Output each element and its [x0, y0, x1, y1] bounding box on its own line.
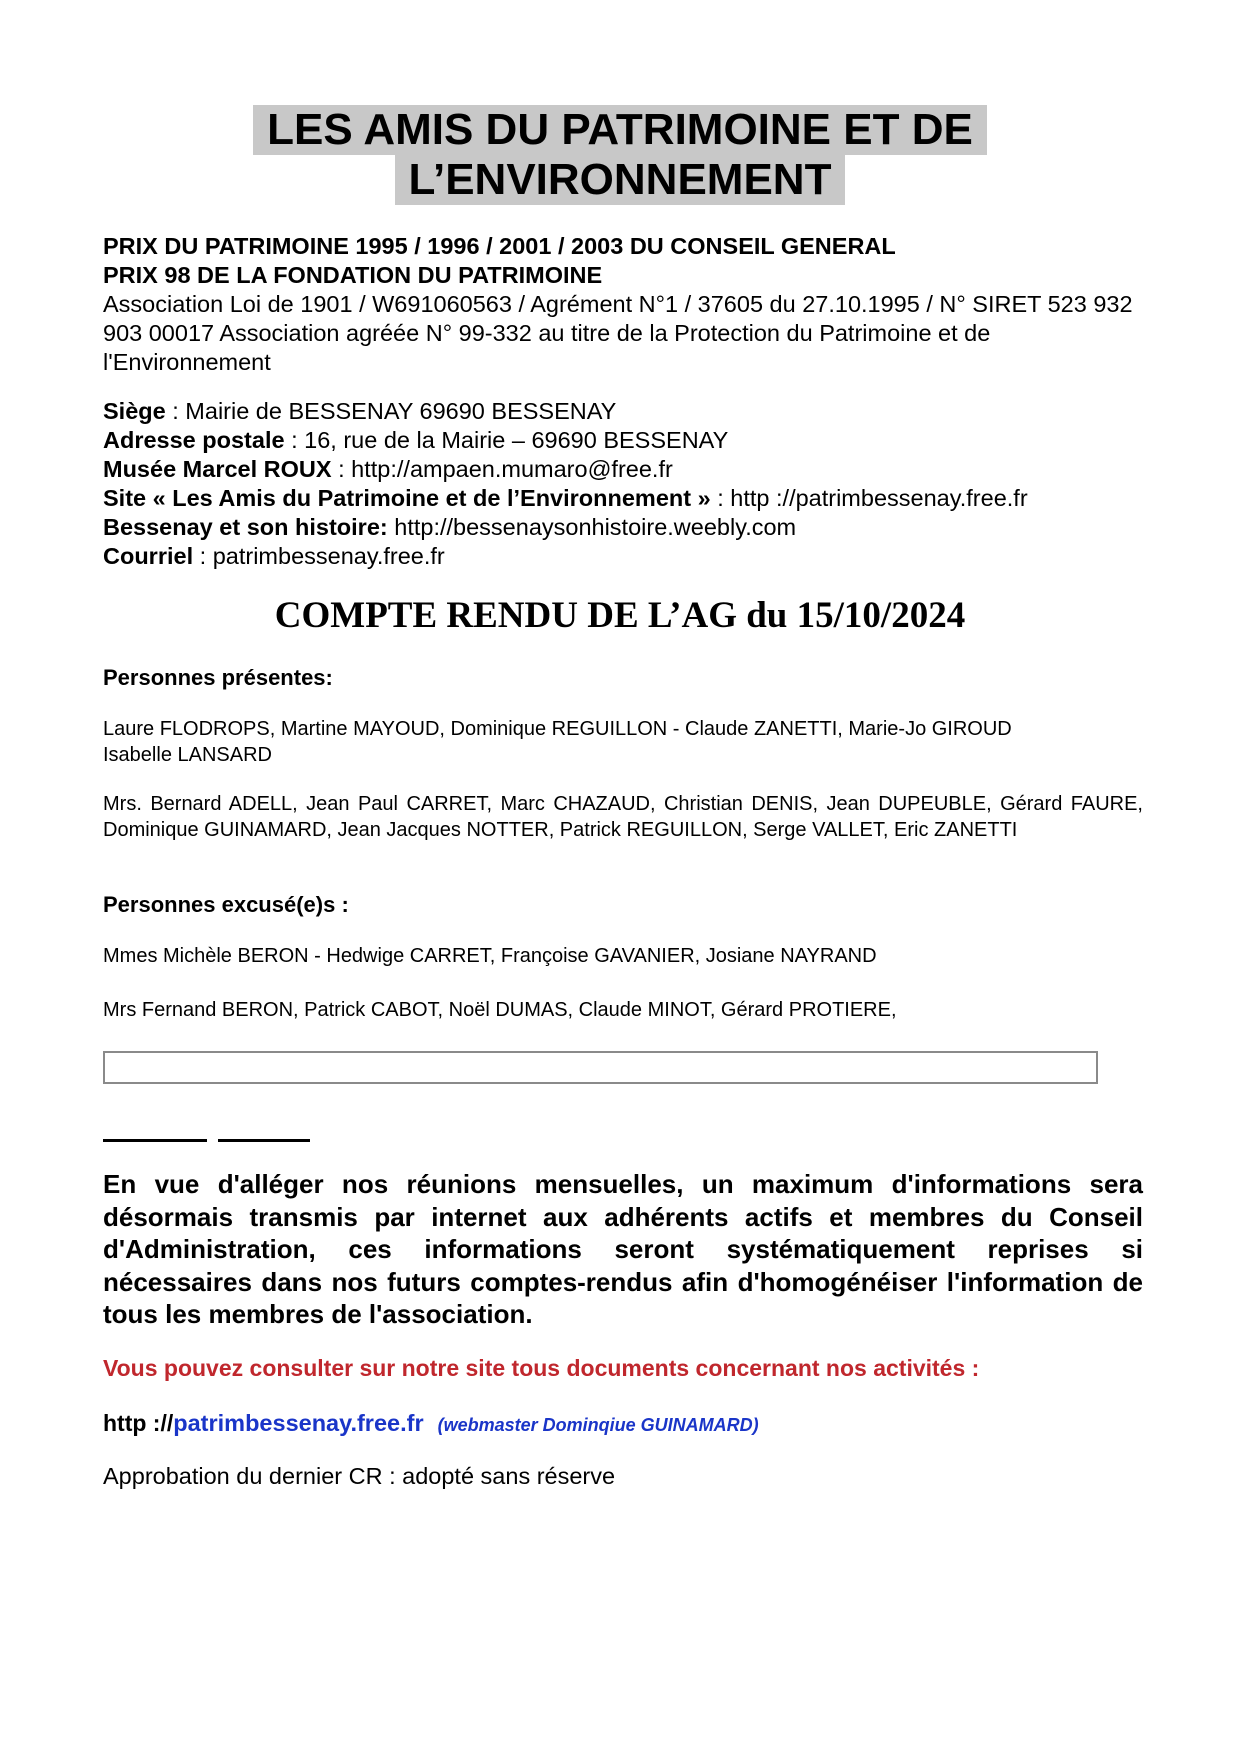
prize-line-2: PRIX 98 DE LA FONDATION DU PATRIMOINE: [103, 262, 603, 288]
contact-site: Site « Les Amis du Patrimoine et de l’Environnement » : http ://patrimbessenay.free.fr: [103, 485, 1028, 511]
separator-dash-2: [218, 1139, 310, 1142]
contact-postal-address: Adresse postale : 16, rue de la Mairie – 69690 BESSENAY: [103, 427, 729, 453]
excused-heading: Personnes excusé(e)s :: [103, 892, 349, 917]
present-women-line-1: Laure FLODROPS, Martine MAYOUD, Dominique REGUILLON - Claude ZANETTI, Marie-Jo GIROUD: [103, 718, 1012, 740]
site-notice: Vous pouvez consulter sur notre site tous documents concernant nos activités :: [103, 1355, 980, 1381]
present-women-line-2: Isabelle LANSARD: [103, 744, 272, 766]
association-title: [0, 105, 1240, 205]
present-men: Mrs. Bernard ADELL, Jean Paul CARRET, Marc CHAZAUD, Christian DENIS, Jean DUPEUBLE, Gérard FAURE, Dominique GUINAMARD, Jean Jacques NOTTER, Patrick REGUILLON, Serge VALLET, Eric ZANETTI: [103, 793, 1143, 841]
association-info: Association Loi de 1901 / W691060563 / Agrément N°1 / 37605 du 27.10.1995 / N° SIRET 523 932 903 00017 Association agréée N° 99-332 au titre de la Protection du Patrimoine et de l'Environnement: [103, 291, 1133, 375]
webmaster-note: (webmaster Dominqiue GUINAMARD): [437, 1415, 759, 1435]
excused-women: Mmes Michèle BERON - Hedwige CARRET, Françoise GAVANIER, Josiane NAYRAND: [103, 945, 877, 967]
contact-museum: Musée Marcel ROUX : http://ampaen.mumaro@free.fr: [103, 456, 673, 482]
contacts-section: [103, 397, 1143, 571]
prize-line-1: PRIX DU PATRIMOINE 1995 / 1996 / 2001 / 2003 DU CONSEIL GENERAL: [103, 233, 896, 259]
title-line-1: LES AMIS DU PATRIMOINE ET DE: [253, 105, 987, 155]
info-paragraph: En vue d'alléger nos réunions mensuelles, un maximum d'informations sera désormais transmis par internet aux adhérents actifs et membres du Conseil d'Administration, ces informations seront systématiquement reprises si nécessaires dans nos futurs comptes-rendus afin d'homogénéiser l'information de tous les membres de l'association.: [103, 1169, 1143, 1329]
contact-email: Courriel : patrimbessenay.free.fr: [103, 543, 445, 569]
report-title: COMPTE RENDU DE L’AG du 15/10/2024: [274, 595, 966, 636]
excused-men: Mrs Fernand BERON, Patrick CABOT, Noël DUMAS, Claude MINOT, Gérard PROTIERE,: [103, 999, 897, 1021]
site-protocol: http ://: [103, 1410, 174, 1436]
site-line: [103, 1408, 1143, 1440]
contact-history-site: Bessenay et son histoire: http://bessenaysonhistoire.weebly.com: [103, 514, 797, 540]
separator-dash-1: [103, 1139, 207, 1142]
contact-siege: Siège : Mairie de BESSENAY 69690 BESSENAY: [103, 398, 617, 424]
approval-line: Approbation du dernier CR : adopté sans réserve: [103, 1463, 616, 1489]
site-link[interactable]: patrimbessenay.free.fr: [173, 1410, 424, 1436]
present-heading: Personnes présentes:: [103, 665, 333, 690]
present-women: [103, 716, 1143, 768]
title-line-2: L’ENVIRONNEMENT: [395, 155, 846, 205]
prizes-section: [103, 232, 1143, 377]
empty-text-box: [103, 1051, 1098, 1084]
